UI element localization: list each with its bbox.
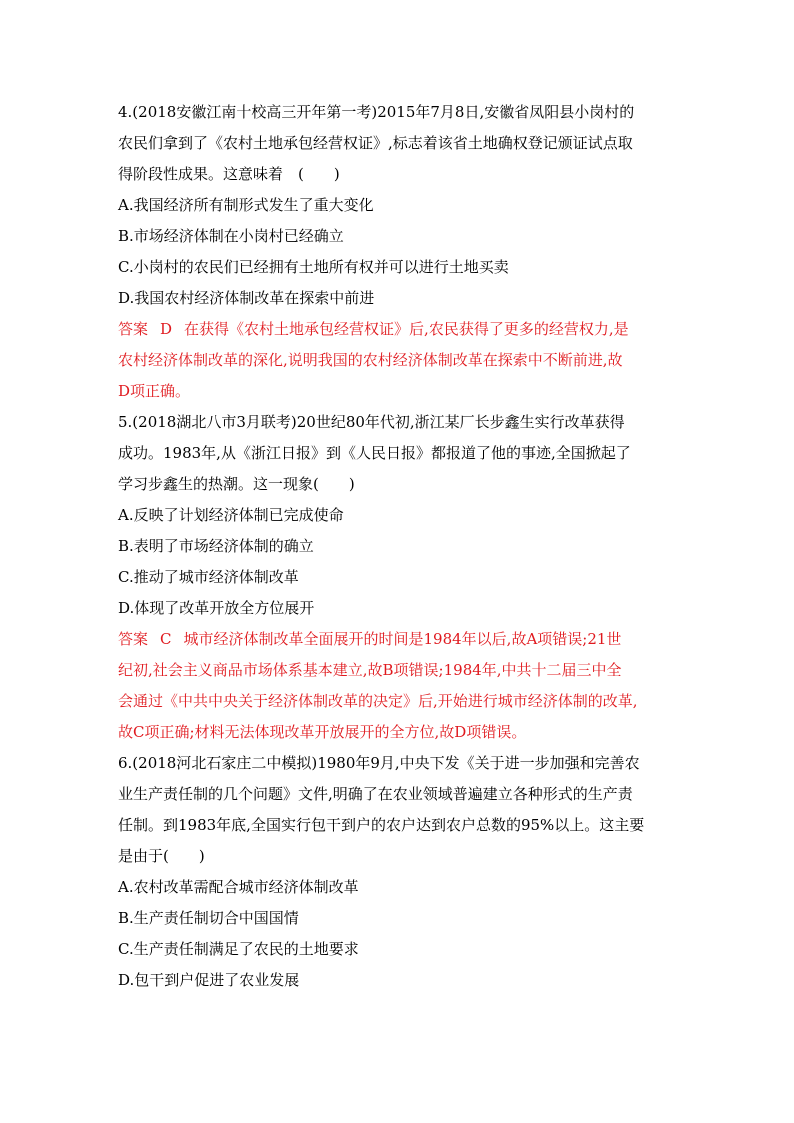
answer-text-line: 纪初,社会主义商品市场体系基本建立,故B项错误;1984年,中共十二届三中全 xyxy=(118,661,622,679)
question-stem-line: 5.(2018湖北八市3月联考)20世纪80年代初,浙江某厂长步鑫生实行改革获得 xyxy=(118,413,625,431)
question-stem-line: 成功。1983年,从《浙江日报》到《人民日报》都报道了他的事迹,全国掀起了 xyxy=(118,444,631,462)
option-a: A.农村改革需配合城市经济体制改革 xyxy=(118,878,359,896)
answer-text: 城市经济体制改革全面展开的时间是1984年以后,故A项错误;21世 xyxy=(183,630,622,648)
option-c: C.推动了城市经济体制改革 xyxy=(118,568,299,586)
option-d: D.我国农村经济体制改革在探索中前进 xyxy=(118,289,375,307)
answer-first-line xyxy=(118,314,684,345)
answer-text-line: 会通过《中共中央关于经济体制改革的决定》后,开始进行城市经济体制的改革, xyxy=(118,692,638,710)
answer-text-line: 农村经济体制改革的深化,说明我国的农村经济体制改革在探索中不断前进,故 xyxy=(118,351,623,369)
option-d: D.体现了改革开放全方位展开 xyxy=(118,599,315,617)
document-page xyxy=(118,97,684,996)
option-b: B.市场经济体制在小岗村已经确立 xyxy=(118,227,344,245)
answer-label: 答案 xyxy=(118,630,149,648)
answer-text: 在获得《农村土地承包经营权证》后,农民获得了更多的经营权力,是 xyxy=(184,320,629,338)
question-stem-line: 4.(2018安徽江南十校高三开年第一考)2015年7月8日,安徽省凤阳县小岗村的 xyxy=(118,103,635,121)
question-stem-line: 农民们拿到了《农村土地承包经营权证》,标志着该省土地确权登记颁证试点取 xyxy=(118,134,633,152)
option-a: A.反映了计划经济体制已完成使命 xyxy=(118,506,344,524)
question-stem-line: 学习步鑫生的热潮。这一现象( ) xyxy=(118,475,355,493)
option-b: B.表明了市场经济体制的确立 xyxy=(118,537,314,555)
answer-text-line: 故C项正确;材料无法体现改革开放展开的全方位,故D项错误。 xyxy=(118,723,527,741)
option-d: D.包干到户促进了农业发展 xyxy=(118,971,300,989)
answer-letter: D xyxy=(160,320,173,338)
answer-label: 答案 xyxy=(118,320,149,338)
question-stem-line: 业生产责任制的几个问题》文件,明确了在农业领域普遍建立各种形式的生产责 xyxy=(118,785,633,803)
question-4 xyxy=(118,97,684,407)
answer-text-line: D项正确。 xyxy=(118,382,191,400)
question-stem-line: 任制。到1983年底,全国实行包干到户的农户达到农户总数的95%以上。这主要 xyxy=(118,816,645,834)
answer-first-line xyxy=(118,624,684,655)
answer-block xyxy=(118,314,684,407)
option-a: A.我国经济所有制形式发生了重大变化 xyxy=(118,196,374,214)
question-6 xyxy=(118,748,684,996)
question-stem-line: 6.(2018河北石家庄二中模拟)1980年9月,中央下发《关于进一步加强和完善农 xyxy=(118,754,640,772)
answer-letter: C xyxy=(160,630,172,648)
answer-block xyxy=(118,624,684,748)
option-c: C.小岗村的农民们已经拥有土地所有权并可以进行土地买卖 xyxy=(118,258,509,276)
question-stem-line: 是由于( ) xyxy=(118,847,205,865)
option-b: B.生产责任制切合中国国情 xyxy=(118,909,299,927)
question-5 xyxy=(118,407,684,748)
option-c: C.生产责任制满足了农民的土地要求 xyxy=(118,940,359,958)
question-stem-line: 得阶段性成果。这意味着 ( ) xyxy=(118,165,340,183)
